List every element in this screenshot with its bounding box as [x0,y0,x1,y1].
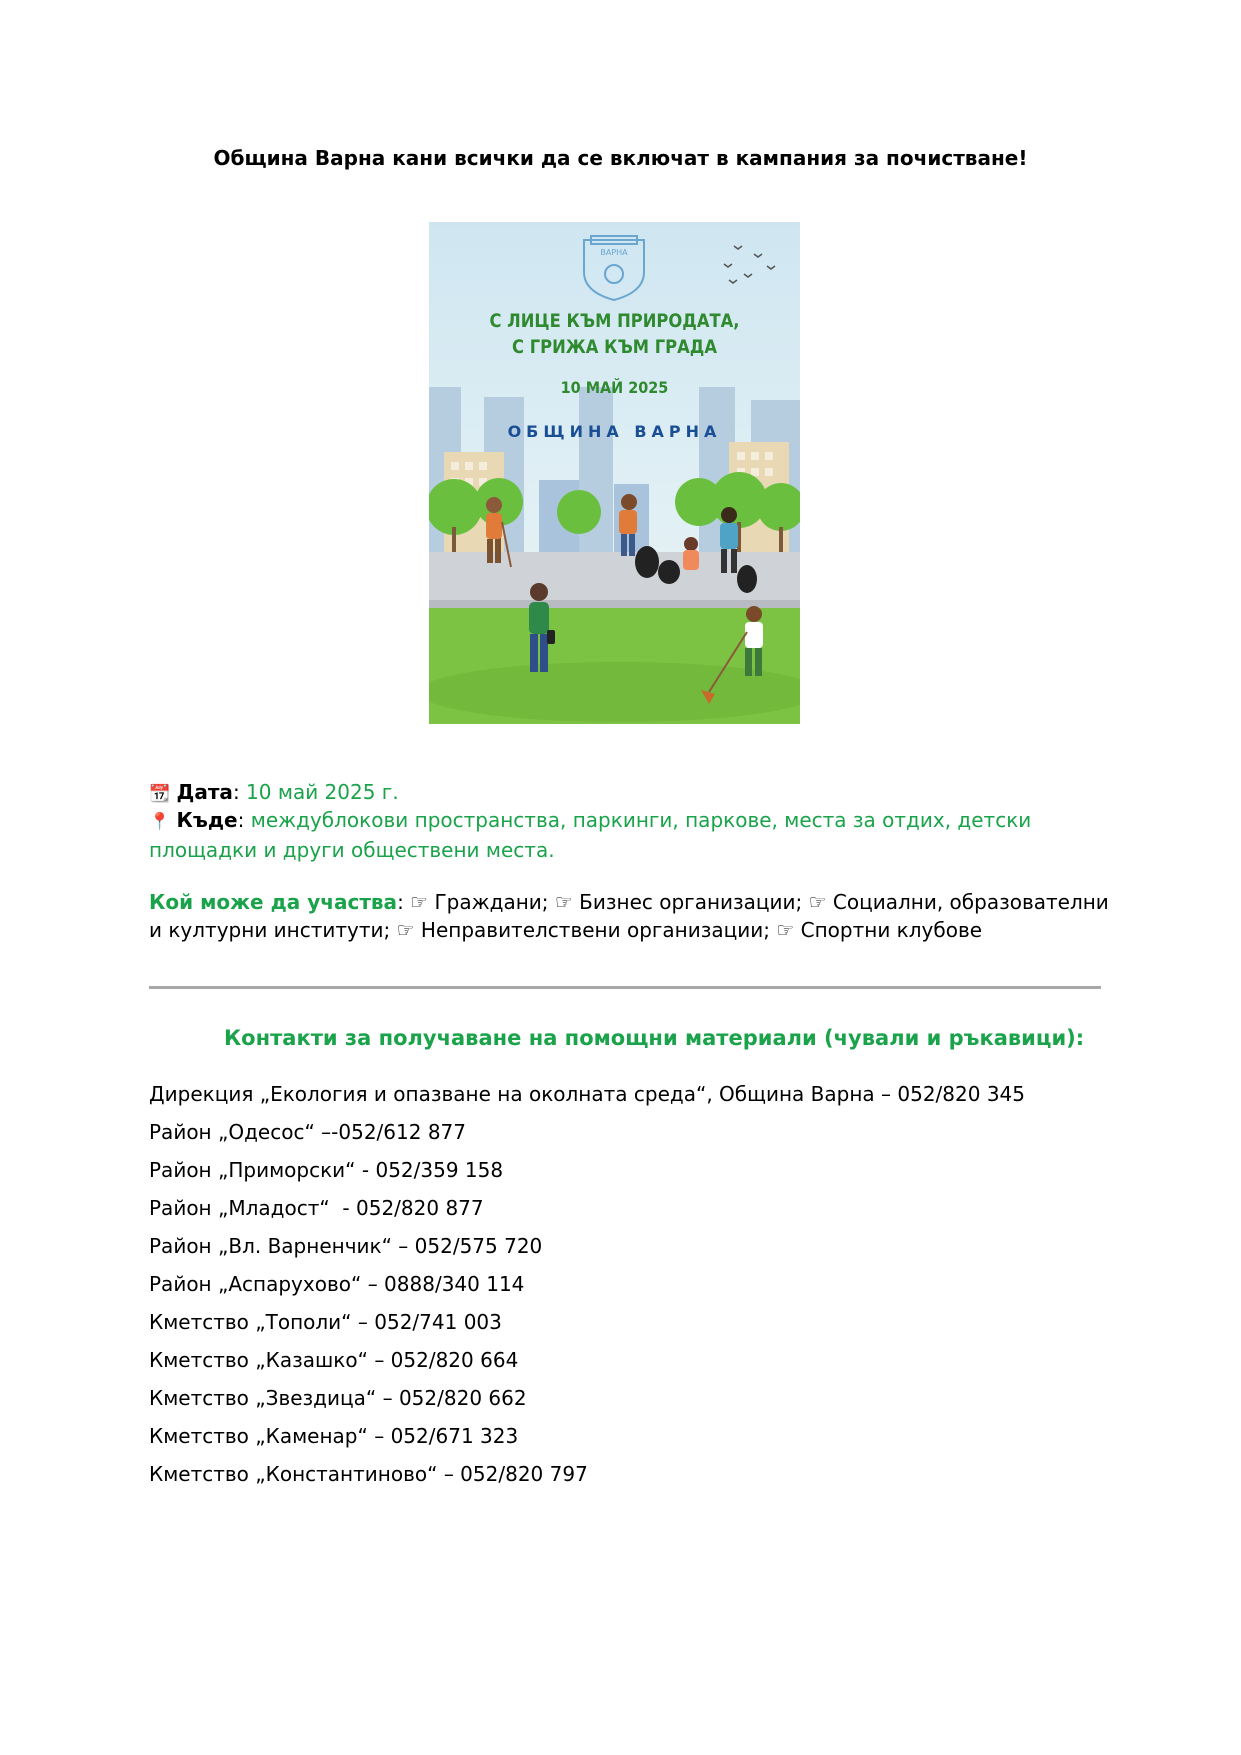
date-value: 10 май 2025 г. [246,780,399,804]
date-label: Дата [176,780,233,804]
place-line: 📍 Къде: междублокови пространства, паркинги, паркове, места за отдих, детски площадки и други обществени места. [149,808,1032,862]
poster-slogan-line1: С ЛИЦЕ КЪМ ПРИРОДАТА, [489,310,740,332]
poster-municipality: ОБЩИНА ВАРНА [507,422,722,441]
list-item: Кметство „Константиново“ – 052/820 797 [149,1462,588,1486]
poster-date: 10 МАЙ 2025 [560,378,669,397]
divider [149,986,1101,989]
list-item: Кметство „Казашко“ – 052/820 664 [149,1348,519,1372]
participants-label: Кой може да участва [149,890,398,914]
participants-line: Кой може да участва: ☞ Граждани; ☞ Бизнес организации; ☞ Социални, образователни и културни институти; ☞ Неправителствени организации; ☞ Спортни клубове [149,890,1109,942]
date-line: 📆 Дата: 10 май 2025 г. [149,778,1109,808]
list-item: Район „Одесос“ –-052/612 877 [149,1120,467,1144]
list-item: Район „Аспарухово“ – 0888/340 114 [149,1272,525,1296]
poster-slogan-line2: С ГРИЖА КЪМ ГРАДА [512,336,717,358]
participants-value: ☞ Граждани; ☞ Бизнес организации; ☞ Социални, образователни и културни институти; ☞ Неправителствени организации; ☞ Спортни клубове [149,890,1109,942]
place-value: междублокови пространства, паркинги, паркове, места за отдих, детски площадки и други обществени места. [149,808,1032,862]
pin-icon: 📍 [149,812,171,832]
list-item: Район „Приморски“ - 052/359 158 [149,1158,504,1182]
list-item: Район „Вл. Варненчик“ – 052/575 720 [149,1234,543,1258]
list-item: Кметство „Каменар“ – 052/671 323 [149,1424,519,1448]
campaign-poster [429,222,800,724]
list-item: Район „Младост“ - 052/820 877 [149,1196,484,1220]
page-title: Община Варна кани всички да се включат в кампания за почистване! [213,146,1028,170]
calendar-icon: 📆 [149,784,171,804]
list-item: Дирекция „Екология и опазване на околната среда“, Община Варна – 052/820 345 [149,1082,1025,1106]
logo-text: ВАРНА [600,248,628,257]
poster-illustration [429,222,800,724]
list-item: Кметство „Звездица“ – 052/820 662 [149,1386,527,1410]
place-label: Къде [176,808,238,832]
contacts-title: Контакти за получаване на помощни материали (чували и ръкавици): [224,1026,1085,1050]
contacts-list [149,1080,1025,1498]
list-item: Кметство „Тополи“ – 052/741 003 [149,1310,502,1334]
